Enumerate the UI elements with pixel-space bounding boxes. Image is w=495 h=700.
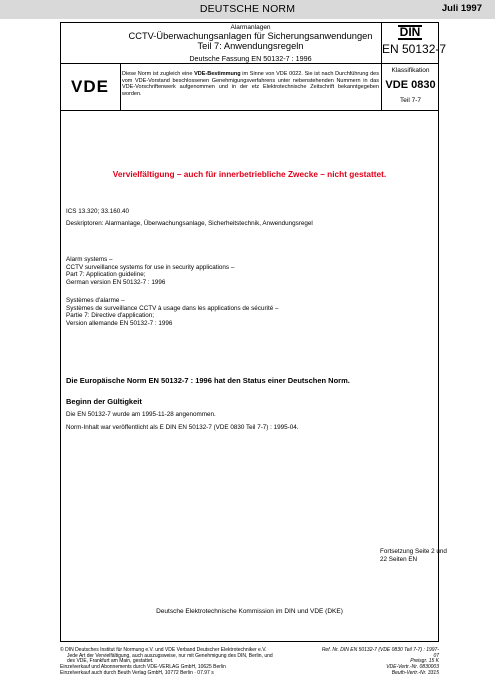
vde-sales-number: VDE-Vertr.-Nr. 0830003 bbox=[386, 664, 439, 671]
vde-number: VDE 0830 bbox=[385, 79, 436, 91]
copyright-line-3: des VDE, Frankfurt am Main, gestattet. bbox=[67, 658, 154, 665]
french-line-2: Systèmes de surveillance CCTV à usage dans les applications de sécurité – bbox=[66, 304, 279, 312]
english-line-3: Part 7: Application guideline; bbox=[66, 271, 146, 279]
vde-notice bbox=[122, 71, 379, 97]
divider-vertical-left bbox=[120, 64, 121, 111]
french-title-block bbox=[66, 297, 278, 327]
descriptors: Deskriptoren: Alarmanlage, Überwachungsanlage, Sicherheitstechnik, Anwendungsregel bbox=[66, 220, 313, 227]
english-title-block bbox=[66, 256, 234, 286]
copyright-line-2: Jede Art der Vervielfältigung, auch auszugsweise, nur mit Genehmigung des DIN, Berlin, und bbox=[67, 652, 273, 659]
english-line-2: CCTV surveillance systems for use in security applications – bbox=[66, 263, 235, 271]
copyright-line-5: Einzelverkauf auch durch Beuth Verlag GmbH, 10772 Berlin · 07.97 s bbox=[60, 669, 214, 676]
english-line-4: German version EN 50132-7 : 1996 bbox=[66, 278, 166, 286]
continuation-line-1: Fortsetzung Seite 2 und bbox=[380, 548, 447, 555]
reference-footer bbox=[319, 648, 439, 677]
beuth-sales-number: Beuth-Vertr.-Nr. 3315 bbox=[391, 669, 439, 676]
english-line-1: Alarm systems – bbox=[66, 256, 113, 263]
french-line-3: Partie 7: Directive d'application; bbox=[66, 312, 155, 320]
notice-post: im Sinne von VDE 0022. Sie ist nach Durchführung des vom VDE-Vorstand beschlossenen Genehmigungsverfahrens unter nebenstehenden Nummern in das VDE-Vorschriftenwerk aufgenommen und in der etz Elektrotechnische Zeitschrift bekanntgegeben worden. bbox=[122, 71, 379, 97]
dke-commission: Deutsche Elektrotechnische Kommission im DIN und VDE (DKE) bbox=[156, 608, 343, 615]
reference-number: Ref. Nr. DIN EN 50132-7 (VDE 0830 Teil 7-7) : 1997-07 bbox=[321, 647, 439, 659]
notice-bold: VDE-Bestimmung bbox=[194, 71, 241, 77]
copy-warning: Vervielfältigung – auch für innerbetriebliche Zwecke – nicht gestattet. bbox=[112, 169, 387, 179]
french-line-1: Systèmes d'alarme – bbox=[66, 297, 125, 304]
continuation-line-2: 22 Seiten EN bbox=[380, 555, 418, 563]
price-group: Preisgr. 15 K bbox=[410, 658, 439, 665]
ics-code: ICS 13.320; 33.160.40 bbox=[66, 208, 130, 215]
status-statement: Die Europäische Norm EN 50132-7 : 1996 hat den Status einer Deutschen Norm. bbox=[66, 376, 350, 385]
copyright-line-1: © DIN Deutsches Institut für Normung e.V. und VDE Verband Deutscher Elektrotechniker e.V. bbox=[60, 647, 267, 653]
document-title bbox=[120, 31, 381, 51]
draft-reference: Norm-Inhalt war veröffentlicht als E DIN EN 50132-7 (VDE 0830 Teil 7-7) : 1995-04. bbox=[66, 424, 299, 431]
validity-heading: Beginn der Gültigkeit bbox=[66, 397, 142, 406]
part-number: Teil 7-7 bbox=[400, 97, 421, 104]
adoption-date: Die EN 50132-7 wurde am 1995-11-28 angenommen. bbox=[66, 411, 216, 418]
copyright-footer bbox=[60, 648, 330, 677]
vde-logo: VDE bbox=[71, 77, 109, 96]
copyright-line-4: Einzelverkauf und Abonnements durch VDE-VERLAG GmbH, 10625 Berlin bbox=[60, 664, 226, 671]
din-logo-text: DIN bbox=[399, 25, 421, 39]
din-number: EN 50132-7 bbox=[382, 42, 447, 56]
continuation-note bbox=[380, 548, 447, 563]
version-label: Deutsche Fassung EN 50132-7 : 1996 bbox=[189, 54, 312, 63]
document-type: DEUTSCHE NORM bbox=[199, 3, 296, 15]
french-line-4: Version allemande EN 50132-7 : 1996 bbox=[66, 319, 173, 327]
top-bar bbox=[0, 0, 495, 19]
classification-label: Klassifikation bbox=[391, 67, 430, 74]
din-logo bbox=[388, 25, 432, 40]
title-line-1: CCTV-Überwachungsanlagen für Sicherungsanwendungen bbox=[128, 31, 373, 41]
subject-label: Alarmanlagen bbox=[230, 24, 271, 31]
notice-pre: Diese Norm ist zugleich eine bbox=[122, 71, 195, 77]
publication-date: Juli 1997 bbox=[441, 3, 482, 14]
title-line-2: Teil 7: Anwendungsregeln bbox=[197, 41, 304, 51]
